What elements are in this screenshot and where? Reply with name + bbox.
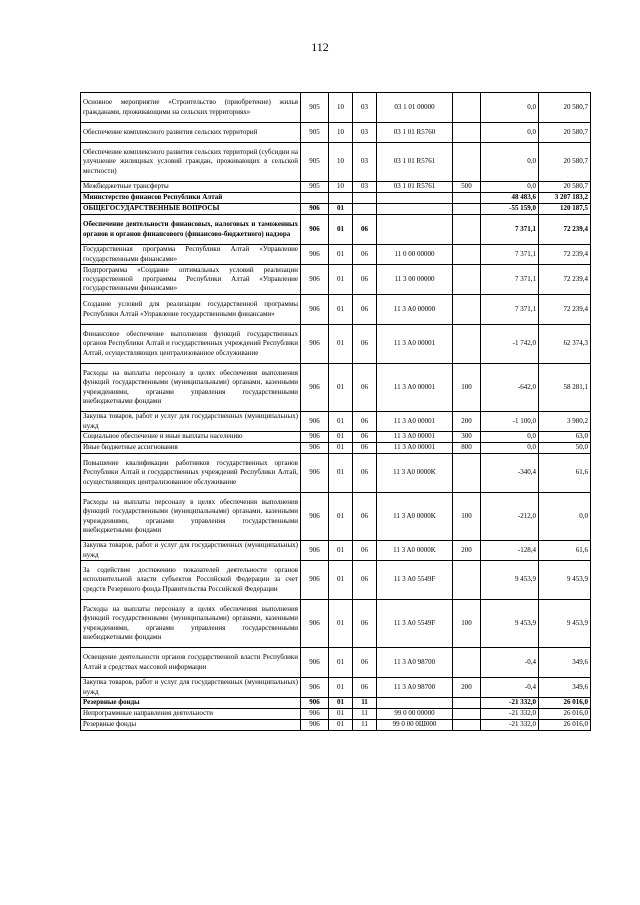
row-name-cell: Расходы на выплаты персоналу в целях обеспечения выполнения функций государственными (муниципальными) органами, казенными учреждениями, органами управления государственными внебюджетными фондами — [81, 493, 301, 541]
row-admin-code-cell: 906 — [301, 720, 329, 731]
row-admin-code-cell: 906 — [301, 204, 329, 215]
row-expense-type-cell: 800 — [453, 443, 481, 454]
row-total-amount-cell: 26 016,0 — [539, 720, 591, 731]
row-expense-type-cell — [453, 295, 481, 325]
row-change-amount-cell: 7 371,1 — [481, 245, 539, 265]
table-row — [81, 295, 591, 325]
row-admin-code-cell: 906 — [301, 454, 329, 493]
row-admin-code-cell: 905 — [301, 143, 329, 182]
row-change-amount-cell: 0,0 — [481, 443, 539, 454]
row-target-article-cell: 03 1 01 00000 — [377, 93, 453, 123]
row-admin-code-cell: 906 — [301, 432, 329, 443]
row-section-code-cell: 01 — [329, 412, 353, 432]
row-change-amount-cell: -212,0 — [481, 493, 539, 541]
table-row — [81, 412, 591, 432]
row-target-article-cell: 11 3 A0 00001 — [377, 325, 453, 364]
row-section-code-cell: 01 — [329, 720, 353, 731]
table-row — [81, 720, 591, 731]
row-admin-code-cell: 906 — [301, 698, 329, 709]
row-name-cell: Иные бюджетные ассигнования — [81, 443, 301, 454]
row-admin-code-cell: 905 — [301, 93, 329, 123]
row-subsection-code-cell — [353, 193, 377, 204]
row-total-amount-cell: 63,0 — [539, 432, 591, 443]
row-total-amount-cell: 20 580,7 — [539, 123, 591, 143]
table-row — [81, 123, 591, 143]
row-name-cell: Резервные фонды — [81, 698, 301, 709]
row-name-cell: Резервные фонды — [81, 720, 301, 731]
row-change-amount-cell: 7 371,1 — [481, 295, 539, 325]
row-subsection-code-cell: 06 — [353, 295, 377, 325]
table-row — [81, 561, 591, 600]
row-total-amount-cell: 20 580,7 — [539, 93, 591, 123]
table-row — [81, 709, 591, 720]
row-admin-code-cell: 906 — [301, 412, 329, 432]
row-name-cell: Обеспечение комплексного развития сельских территорий — [81, 123, 301, 143]
row-change-amount-cell: -128,4 — [481, 541, 539, 561]
row-section-code-cell: 01 — [329, 709, 353, 720]
row-subsection-code-cell — [353, 204, 377, 215]
row-expense-type-cell — [453, 561, 481, 600]
row-expense-type-cell — [453, 709, 481, 720]
row-subsection-code-cell: 11 — [353, 698, 377, 709]
row-subsection-code-cell: 11 — [353, 720, 377, 731]
row-change-amount-cell: 7 371,1 — [481, 215, 539, 245]
row-subsection-code-cell: 03 — [353, 143, 377, 182]
row-expense-type-cell: 100 — [453, 493, 481, 541]
row-admin-code-cell: 906 — [301, 493, 329, 541]
row-total-amount-cell: 26 016,0 — [539, 698, 591, 709]
row-section-code-cell: 01 — [329, 245, 353, 265]
row-change-amount-cell: -1 742,0 — [481, 325, 539, 364]
row-subsection-code-cell: 06 — [353, 364, 377, 412]
table-row — [81, 493, 591, 541]
row-change-amount-cell: -55 159,0 — [481, 204, 539, 215]
row-admin-code-cell: 906 — [301, 600, 329, 648]
table-row — [81, 648, 591, 678]
row-admin-code-cell: 905 — [301, 123, 329, 143]
row-target-article-cell — [377, 204, 453, 215]
row-change-amount-cell: -1 100,0 — [481, 412, 539, 432]
row-name-cell: Освещение деятельности органов государственной власти Республики Алтай в средствах массовой информации — [81, 648, 301, 678]
row-subsection-code-cell: 06 — [353, 325, 377, 364]
row-expense-type-cell — [453, 143, 481, 182]
row-target-article-cell: 11 3 A0 00001 — [377, 364, 453, 412]
row-admin-code-cell: 906 — [301, 709, 329, 720]
row-total-amount-cell: 72 239,4 — [539, 245, 591, 265]
row-change-amount-cell: 0,0 — [481, 123, 539, 143]
row-change-amount-cell: 0,0 — [481, 143, 539, 182]
row-subsection-code-cell: 06 — [353, 561, 377, 600]
table-row — [81, 541, 591, 561]
row-target-article-cell — [377, 215, 453, 245]
row-expense-type-cell — [453, 204, 481, 215]
row-target-article-cell: 11 3 A0 00000 — [377, 295, 453, 325]
row-section-code-cell: 10 — [329, 93, 353, 123]
row-total-amount-cell: 20 580,7 — [539, 143, 591, 182]
row-change-amount-cell: 0,0 — [481, 93, 539, 123]
row-target-article-cell: 11 3 A0 98700 — [377, 648, 453, 678]
row-section-code-cell: 10 — [329, 143, 353, 182]
row-section-code-cell: 01 — [329, 265, 353, 295]
row-name-cell: Министерство финансов Республики Алтай — [81, 193, 301, 204]
row-expense-type-cell: 100 — [453, 600, 481, 648]
row-target-article-cell: 11 3 A0 98700 — [377, 678, 453, 698]
row-section-code-cell: 01 — [329, 698, 353, 709]
row-total-amount-cell: 0,0 — [539, 493, 591, 541]
row-section-code-cell: 01 — [329, 295, 353, 325]
row-total-amount-cell: 3 980,2 — [539, 412, 591, 432]
row-section-code-cell: 01 — [329, 600, 353, 648]
row-expense-type-cell: 100 — [453, 364, 481, 412]
table-row — [81, 245, 591, 265]
row-change-amount-cell: 9 453,9 — [481, 561, 539, 600]
row-name-cell: Финансовое обеспечение выполнения функций государственных органов Республики Алтай и государственных учреждений Республики Алтай, осуществляющих централизованное обслуживание — [81, 325, 301, 364]
table-row — [81, 432, 591, 443]
row-target-article-cell: 11 3 A0 00001 — [377, 432, 453, 443]
row-name-cell: Обеспечение комплексного развития сельских территорий (субсидии на улучшение жилищных условий граждан, проживающих в сельской местности) — [81, 143, 301, 182]
row-expense-type-cell — [453, 454, 481, 493]
budget-table-body — [81, 93, 591, 731]
row-total-amount-cell: 349,6 — [539, 678, 591, 698]
row-section-code-cell — [329, 193, 353, 204]
row-target-article-cell: 11 3 A0 5549F — [377, 561, 453, 600]
row-total-amount-cell: 72 239,4 — [539, 215, 591, 245]
row-expense-type-cell — [453, 698, 481, 709]
row-total-amount-cell: 50,0 — [539, 443, 591, 454]
row-target-article-cell: 03 1 01 R5760 — [377, 123, 453, 143]
row-admin-code-cell: 906 — [301, 541, 329, 561]
table-row — [81, 600, 591, 648]
table-row — [81, 93, 591, 123]
row-section-code-cell: 01 — [329, 364, 353, 412]
row-target-article-cell: 11 3 A0 00001 — [377, 412, 453, 432]
row-total-amount-cell: 3 207 183,2 — [539, 193, 591, 204]
row-subsection-code-cell: 06 — [353, 412, 377, 432]
table-row — [81, 454, 591, 493]
row-section-code-cell: 01 — [329, 648, 353, 678]
row-target-article-cell: 99 0 00 0Ш000 — [377, 720, 453, 731]
row-expense-type-cell: 300 — [453, 432, 481, 443]
row-change-amount-cell: 7 371,1 — [481, 265, 539, 295]
row-subsection-code-cell: 03 — [353, 93, 377, 123]
row-total-amount-cell: 58 281,1 — [539, 364, 591, 412]
row-subsection-code-cell: 06 — [353, 454, 377, 493]
row-change-amount-cell: 48 483,6 — [481, 193, 539, 204]
row-name-cell: Закупка товаров, работ и услуг для государственных (муниципальных) нужд — [81, 541, 301, 561]
table-row — [81, 265, 591, 295]
row-section-code-cell: 01 — [329, 325, 353, 364]
row-total-amount-cell: 72 239,4 — [539, 295, 591, 325]
row-target-article-cell: 11 3 A0 0000K — [377, 541, 453, 561]
row-name-cell: Непрограммные направления деятельности — [81, 709, 301, 720]
row-admin-code-cell: 906 — [301, 648, 329, 678]
row-subsection-code-cell: 06 — [353, 648, 377, 678]
row-target-article-cell: 11 3 A0 0000K — [377, 454, 453, 493]
row-target-article-cell: 11 3 00 00000 — [377, 265, 453, 295]
row-subsection-code-cell: 03 — [353, 123, 377, 143]
row-section-code-cell: 01 — [329, 443, 353, 454]
row-name-cell: Повышение квалификации работников государственных органов Республики Алтай и государственных учреждений Республики Алтай, осуществляющих централизованное обслуживание — [81, 454, 301, 493]
row-name-cell: За содействие достижению показателей деятельности органов исполнительной власти субъектов Российской Федерации за счет средств Резервного фонда Правительства Российской Федерации — [81, 561, 301, 600]
table-row — [81, 193, 591, 204]
row-subsection-code-cell: 06 — [353, 493, 377, 541]
row-subsection-code-cell: 06 — [353, 245, 377, 265]
row-name-cell: ОБЩЕГОСУДАРСТВЕННЫЕ ВОПРОСЫ — [81, 204, 301, 215]
budget-table — [80, 92, 591, 731]
row-expense-type-cell: 200 — [453, 412, 481, 432]
row-expense-type-cell: 200 — [453, 678, 481, 698]
row-subsection-code-cell: 06 — [353, 432, 377, 443]
row-admin-code-cell: 906 — [301, 245, 329, 265]
row-change-amount-cell: -642,0 — [481, 364, 539, 412]
row-name-cell: Государственная программа Республики Алтай «Управление государственными финансами» — [81, 245, 301, 265]
row-subsection-code-cell: 06 — [353, 600, 377, 648]
row-expense-type-cell — [453, 215, 481, 245]
row-target-article-cell: 11 0 00 00000 — [377, 245, 453, 265]
row-target-article-cell — [377, 193, 453, 204]
row-change-amount-cell: -0,4 — [481, 678, 539, 698]
row-subsection-code-cell: 06 — [353, 215, 377, 245]
row-expense-type-cell — [453, 123, 481, 143]
row-target-article-cell — [377, 698, 453, 709]
row-change-amount-cell: 9 453,9 — [481, 600, 539, 648]
row-admin-code-cell — [301, 193, 329, 204]
row-admin-code-cell: 906 — [301, 561, 329, 600]
row-section-code-cell: 01 — [329, 454, 353, 493]
row-expense-type-cell — [453, 245, 481, 265]
row-section-code-cell: 01 — [329, 541, 353, 561]
row-admin-code-cell: 906 — [301, 443, 329, 454]
row-name-cell: Создание условий для реализации государственной программы Республики Алтай «Управление государственными финансами» — [81, 295, 301, 325]
row-total-amount-cell: 9 453,9 — [539, 600, 591, 648]
row-total-amount-cell: 26 016,0 — [539, 709, 591, 720]
row-total-amount-cell: 349,6 — [539, 648, 591, 678]
row-admin-code-cell: 906 — [301, 364, 329, 412]
row-total-amount-cell: 62 374,3 — [539, 325, 591, 364]
row-expense-type-cell — [453, 648, 481, 678]
row-total-amount-cell: 20 580,7 — [539, 182, 591, 193]
row-name-cell: Закупка товаров, работ и услуг для государственных (муниципальных) нужд — [81, 678, 301, 698]
row-section-code-cell: 01 — [329, 561, 353, 600]
table-row — [81, 678, 591, 698]
row-target-article-cell: 11 3 A0 00001 — [377, 443, 453, 454]
row-expense-type-cell — [453, 325, 481, 364]
row-target-article-cell: 11 3 A0 0000K — [377, 493, 453, 541]
row-change-amount-cell: 0,0 — [481, 432, 539, 443]
row-change-amount-cell: -21 332,0 — [481, 720, 539, 731]
row-section-code-cell: 10 — [329, 123, 353, 143]
table-row — [81, 325, 591, 364]
row-section-code-cell: 01 — [329, 215, 353, 245]
row-expense-type-cell — [453, 93, 481, 123]
row-target-article-cell: 11 3 A0 5549F — [377, 600, 453, 648]
row-expense-type-cell: 200 — [453, 541, 481, 561]
row-section-code-cell: 01 — [329, 678, 353, 698]
row-section-code-cell: 01 — [329, 493, 353, 541]
row-target-article-cell: 03 1 01 R5761 — [377, 182, 453, 193]
table-row — [81, 215, 591, 245]
row-admin-code-cell: 906 — [301, 295, 329, 325]
row-admin-code-cell: 905 — [301, 182, 329, 193]
row-subsection-code-cell: 06 — [353, 265, 377, 295]
table-row — [81, 364, 591, 412]
row-change-amount-cell: 0,0 — [481, 182, 539, 193]
row-section-code-cell: 10 — [329, 182, 353, 193]
row-total-amount-cell: 61,6 — [539, 454, 591, 493]
row-total-amount-cell: 9 453,9 — [539, 561, 591, 600]
row-change-amount-cell: -21 332,0 — [481, 698, 539, 709]
row-name-cell: Основное мероприятие «Строительство (приобретение) жилья гражданами, проживающими на сельских территориях» — [81, 93, 301, 123]
row-total-amount-cell: 61,6 — [539, 541, 591, 561]
row-name-cell: Обеспечение деятельности финансовых, налоговых и таможенных органов и органов финансового (финансово-бюджетного) надзора — [81, 215, 301, 245]
table-row — [81, 182, 591, 193]
row-target-article-cell: 03 1 01 R5761 — [377, 143, 453, 182]
table-row — [81, 698, 591, 709]
row-admin-code-cell: 906 — [301, 325, 329, 364]
row-expense-type-cell: 500 — [453, 182, 481, 193]
row-target-article-cell: 99 0 00 00000 — [377, 709, 453, 720]
table-row — [81, 204, 591, 215]
row-subsection-code-cell: 06 — [353, 443, 377, 454]
row-name-cell: Расходы на выплаты персоналу в целях обеспечения выполнения функций государственными (муниципальными) органами, казенными учреждениями, органами управления государственными внебюджетными фондами — [81, 600, 301, 648]
table-row — [81, 443, 591, 454]
row-admin-code-cell: 906 — [301, 215, 329, 245]
row-expense-type-cell — [453, 720, 481, 731]
row-name-cell: Социальное обеспечение и иные выплаты населению — [81, 432, 301, 443]
row-subsection-code-cell: 06 — [353, 541, 377, 561]
row-change-amount-cell: -0,4 — [481, 648, 539, 678]
row-name-cell: Подпрограмма «Создание оптимальных условий реализации государственной программы Республики Алтай «Управление государственными финансами» — [81, 265, 301, 295]
table-row — [81, 143, 591, 182]
row-subsection-code-cell: 03 — [353, 182, 377, 193]
page-number: 112 — [311, 40, 329, 54]
row-name-cell: Расходы на выплаты персоналу в целях обеспечения выполнения функций государственными (муниципальными) органами, казенными учреждениями, органами управления государственными внебюджетными фондами — [81, 364, 301, 412]
row-section-code-cell: 01 — [329, 204, 353, 215]
row-name-cell: Закупка товаров, работ и услуг для государственных (муниципальных) нужд — [81, 412, 301, 432]
row-expense-type-cell — [453, 193, 481, 204]
row-total-amount-cell: 120 187,5 — [539, 204, 591, 215]
row-change-amount-cell: -340,4 — [481, 454, 539, 493]
row-subsection-code-cell: 11 — [353, 709, 377, 720]
row-expense-type-cell — [453, 265, 481, 295]
row-subsection-code-cell: 06 — [353, 678, 377, 698]
row-name-cell: Межбюджетные трансферты — [81, 182, 301, 193]
row-section-code-cell: 01 — [329, 432, 353, 443]
row-admin-code-cell: 906 — [301, 265, 329, 295]
row-admin-code-cell: 906 — [301, 678, 329, 698]
row-change-amount-cell: -21 332,0 — [481, 709, 539, 720]
row-total-amount-cell: 72 239,4 — [539, 265, 591, 295]
